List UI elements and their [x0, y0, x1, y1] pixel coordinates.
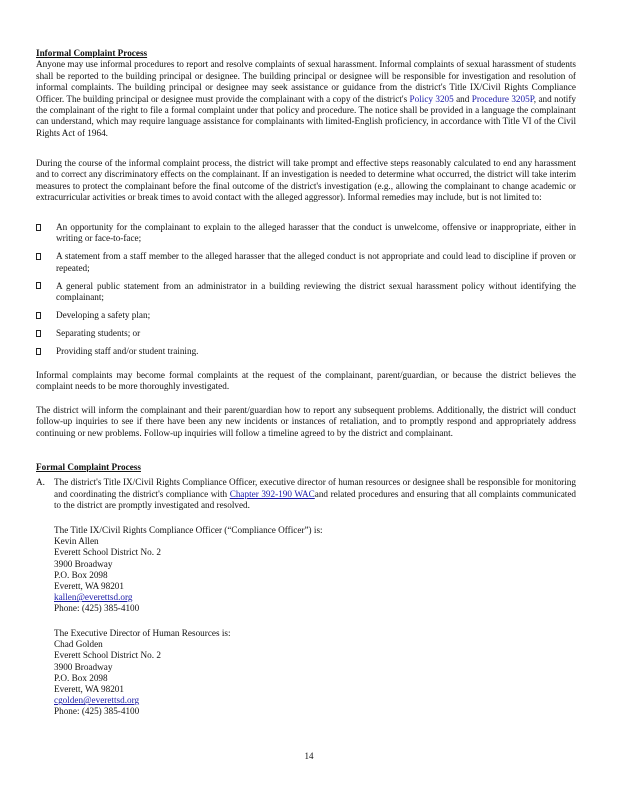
director-city: Everett, WA 98201	[54, 684, 124, 695]
informal-paragraph-2-block	[36, 158, 576, 204]
informal-paragraph-4: The district will inform the complainant and their parent/guardian how to report any subsequent problems. Additionally, the district will conduct follow-up inquiries to see if there have been any new incidents or instances of retaliation, and to promptly respond and appropriately address continuing or new problems. Follow-up inquiries will follow a timeline agreed to by the district and complainant.	[36, 405, 576, 438]
officer-org: Everett School District No. 2	[54, 547, 161, 558]
procedure-3205p-link[interactable]: Procedure 3205P	[471, 93, 534, 104]
remedy-text: Developing a safety plan;	[56, 310, 151, 321]
director-phone: Phone: (425) 385-4100	[54, 706, 140, 717]
remedy-text: Separating students; or	[56, 328, 141, 339]
director-label: The Executive Director of Human Resources is:	[54, 628, 231, 638]
informal-paragraph-1	[36, 59, 576, 139]
remedy-item	[36, 310, 576, 321]
compliance-officer-contact	[54, 525, 594, 615]
chapter-392-190-wac-link[interactable]: Chapter 392-190 WAC	[229, 488, 315, 499]
officer-name: Kevin Allen	[54, 536, 99, 547]
director-email-link[interactable]: cgolden@everettsd.org	[54, 695, 140, 706]
informal-p1-and: and	[456, 93, 470, 104]
officer-city: Everett, WA 98201	[54, 581, 124, 592]
director-pobox: P.O. Box 2098	[54, 672, 108, 683]
bullet-box-icon	[36, 224, 41, 231]
informal-section	[36, 48, 576, 139]
informal-paragraph-3-block	[36, 370, 576, 393]
bullet-box-icon	[36, 253, 41, 260]
remedy-text: Providing staff and/or student training.	[56, 346, 199, 357]
informal-p1-text-a: Anyone may use informal procedures to report and resolve complaints of sexual harassment. Informal complaints of sexual harassment of students shall be reported to the building principal or designee. The building principal or designee will be responsible for investigation and resolution of informal complaints. The building principal or designee may seek assistance or guidance from the district's Title IX/Civil Rights Compliance Officer. The building principal or designee must provide the complainant with a copy of the district's	[36, 59, 576, 104]
policy-3205-link[interactable]: Policy 3205	[409, 93, 454, 104]
bullet-box-icon	[36, 312, 41, 319]
formal-item-a-text-1: The district's Title IX/Civil Rights Compliance Officer, executive director of human resources or designee shall be responsible for monitoring and coordinating the district's compliance with	[54, 477, 576, 499]
officer-pobox: P.O. Box 2098	[54, 569, 108, 580]
remedy-item	[36, 222, 576, 245]
officer-label: The Title IX/Civil Rights Compliance Officer (“Compliance Officer”) is:	[54, 525, 323, 535]
officer-email-link[interactable]: kallen@everettsd.org	[54, 592, 133, 603]
remedy-item	[36, 251, 576, 274]
remedy-text: A general public statement from an administrator in a building reviewing the district sexual harassment policy without identifying the complainant;	[56, 280, 576, 303]
remedies-block	[36, 222, 576, 364]
informal-p1-text-b: , and notify the complainant of the right to file a formal complaint under that policy and procedure. The notice shall be provided in a language the complainant can understand, which may require language assistance for complainants with limited-English proficiency, in accordance with Title VI of the Civil Rights Act of 1964.	[36, 93, 577, 138]
formal-item-a	[36, 477, 576, 511]
formal-section	[36, 462, 576, 512]
informal-paragraph-3: Informal complaints may become formal complaints at the request of the complainant, parent/guardian, or because the district believes the complaint needs to be more thoroughly investigated.	[36, 370, 576, 392]
remedy-text: An opportunity for the complainant to explain to the alleged harasser that the conduct is unwelcome, offensive or inappropriate, either in writing or face-to-face;	[56, 222, 576, 244]
bullet-box-icon	[36, 330, 41, 337]
officer-street: 3900 Broadway	[54, 558, 113, 569]
remedy-item	[36, 281, 576, 304]
formal-item-a-text-2: and related procedures and ensuring that all complaints communicated to the district are promptly investigated and resolved.	[54, 488, 576, 511]
formal-heading: Formal Complaint Process	[36, 462, 141, 472]
director-name: Chad Golden	[54, 639, 103, 650]
informal-paragraph-4-block	[36, 405, 576, 439]
item-letter: A.	[36, 477, 45, 488]
page-number: 14	[304, 751, 314, 761]
remedies-list	[36, 222, 576, 358]
bullet-box-icon	[36, 282, 41, 289]
informal-paragraph-2: During the course of the informal complaint process, the district will take prompt and effective steps reasonably calculated to end any harassment and to correct any discriminatory effects on the complainant. If an investigation is needed to determine what occurred, the district will take interim measures to protect the complainant before the final outcome of the district's investigation (e.g., allowing the complainant to change academic or extracurricular activities or break times to avoid contact with the alleged aggressor). Informal remedies may include, but is not limited to:	[36, 158, 576, 203]
bullet-box-icon	[36, 348, 41, 355]
officer-phone: Phone: (425) 385-4100	[54, 603, 140, 614]
remedy-item	[36, 346, 576, 357]
director-street: 3900 Broadway	[54, 661, 113, 672]
formal-item-a-text	[54, 477, 576, 511]
informal-heading: Informal Complaint Process	[36, 48, 148, 58]
remedy-text: A statement from a staff member to the alleged harasser that the alleged conduct is not appropriate and could lead to discipline if proven or repeated;	[56, 251, 576, 273]
remedy-item	[36, 328, 576, 339]
hr-director-contact	[54, 628, 594, 718]
director-org: Everett School District No. 2	[54, 650, 161, 661]
